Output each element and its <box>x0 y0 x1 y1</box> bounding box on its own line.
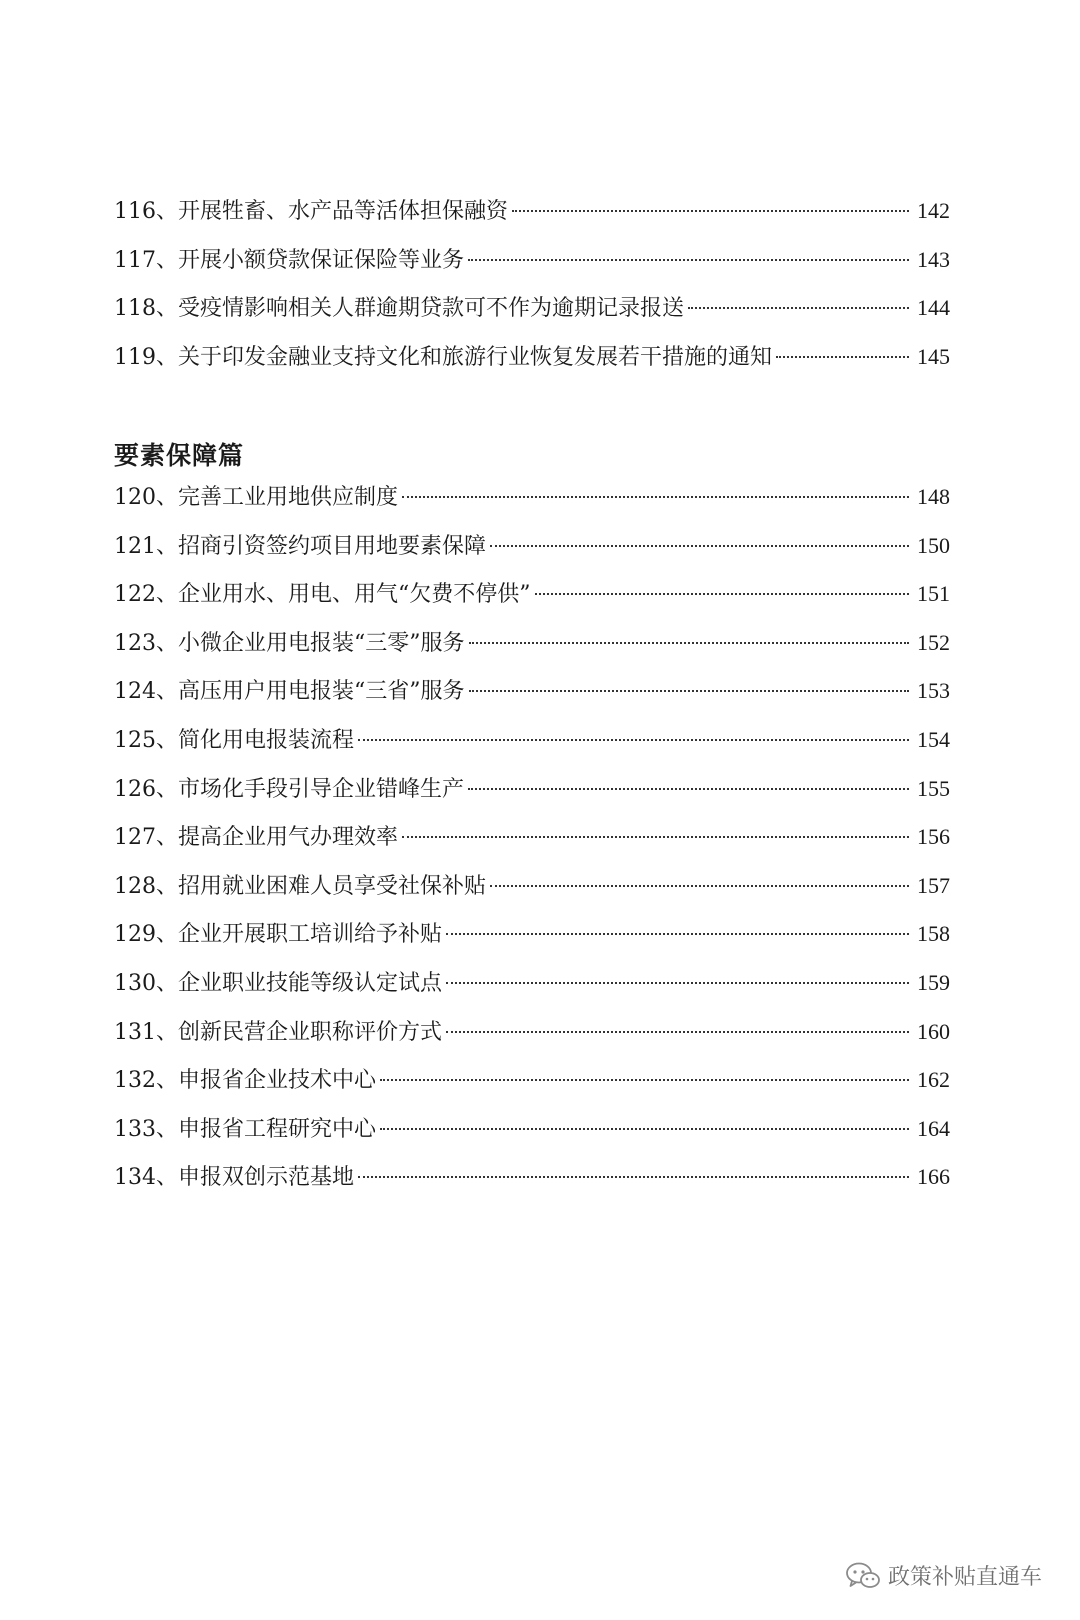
dot-leader <box>490 545 909 547</box>
toc-entry-title: 127、提高企业用气办理效率 <box>114 825 398 851</box>
toc-entry[interactable] <box>114 1065 950 1114</box>
toc-entry-title: 117、开展小额贷款保证保险等业务 <box>114 247 464 273</box>
dot-leader <box>776 356 909 358</box>
dot-leader <box>402 836 909 838</box>
toc-entry-title: 126、市场化手段引导企业错峰生产 <box>114 776 464 802</box>
toc-entry[interactable] <box>114 725 950 774</box>
toc-entry[interactable] <box>114 482 950 531</box>
toc-entry-page: 143 <box>917 246 950 272</box>
toc-entry-title: 132、申报省企业技术中心 <box>114 1068 376 1094</box>
toc-entry-title: 123、小微企业用电报装“三零”服务 <box>114 630 465 656</box>
toc-entry-page: 145 <box>917 343 950 369</box>
dot-leader <box>446 1031 909 1033</box>
toc-entry[interactable] <box>114 1017 950 1066</box>
toc-entry-title: 118、受疫情影响相关人群逾期贷款可不作为逾期记录报送 <box>114 296 684 322</box>
dot-leader <box>380 1079 909 1081</box>
toc-entry-page: 151 <box>917 581 950 607</box>
toc-entry[interactable] <box>114 293 950 342</box>
toc-entry[interactable] <box>114 245 950 294</box>
toc-entry-title: 120、完善工业用地供应制度 <box>114 485 398 510</box>
toc-entry-page: 144 <box>917 295 950 321</box>
toc-entry[interactable] <box>114 871 950 920</box>
toc-entry-page: 157 <box>917 872 950 898</box>
toc-entry-page: 166 <box>917 1164 950 1190</box>
toc-entry[interactable] <box>114 676 950 725</box>
toc-entry-page: 148 <box>917 484 950 509</box>
toc-entry[interactable] <box>114 1114 950 1163</box>
dot-leader <box>468 259 909 261</box>
toc-entry-title: 130、企业职业技能等级认定试点 <box>114 970 442 996</box>
toc-entry[interactable] <box>114 579 950 628</box>
wechat-watermark <box>846 1560 1042 1591</box>
dot-leader <box>468 788 909 790</box>
section-heading: 要素保障篇 <box>114 441 245 470</box>
dot-leader <box>512 210 909 212</box>
toc-entry-title: 119、关于印发金融业支持文化和旅游行业恢复发展若干措施的通知 <box>114 344 772 370</box>
dot-leader <box>446 933 909 935</box>
toc-entry-page: 164 <box>917 1115 950 1141</box>
toc-entry-page: 159 <box>917 969 950 995</box>
toc-entry[interactable] <box>114 196 950 245</box>
dot-leader <box>358 739 909 741</box>
toc-entry-title: 121、招商引资签约项目用地要素保障 <box>114 533 486 559</box>
dot-leader <box>469 642 910 644</box>
toc-list-factors <box>114 482 950 1211</box>
toc-entry[interactable] <box>114 968 950 1017</box>
toc-entry-title: 129、企业开展职工培训给予补贴 <box>114 922 442 948</box>
toc-list-finance <box>114 196 950 390</box>
toc-entry-title: 116、开展牲畜、水产品等活体担保融资 <box>114 199 508 224</box>
toc-entry-page: 150 <box>917 532 950 558</box>
toc-entry-title: 125、简化用电报装流程 <box>114 727 354 753</box>
toc-entry-page: 160 <box>917 1018 950 1044</box>
dot-leader <box>535 593 910 595</box>
dot-leader <box>380 1128 909 1130</box>
wechat-icon <box>846 1562 880 1590</box>
toc-entry-page: 153 <box>917 678 950 704</box>
toc-entry-page: 155 <box>917 775 950 801</box>
toc-entry-page: 156 <box>917 824 950 850</box>
toc-entry-title: 124、高压用户用电报装“三省”服务 <box>114 679 465 705</box>
toc-entry-title: 128、招用就业困难人员享受社保补贴 <box>114 873 486 899</box>
toc-entry-title: 134、申报双创示范基地 <box>114 1165 354 1191</box>
dot-leader <box>402 496 909 498</box>
dot-leader <box>469 690 910 692</box>
toc-entry-title: 133、申报省工程研究中心 <box>114 1116 376 1142</box>
watermark-text: 政策补贴直通车 <box>887 1565 1042 1590</box>
toc-entry-title: 122、企业用水、用电、用气“欠费不停供” <box>114 582 531 608</box>
toc-entry-page: 158 <box>917 921 950 947</box>
dot-leader <box>446 982 909 984</box>
toc-entry[interactable] <box>114 774 950 823</box>
toc-entry[interactable] <box>114 628 950 677</box>
toc-entry-page: 142 <box>917 198 950 223</box>
dot-leader <box>358 1176 909 1178</box>
dot-leader <box>490 885 909 887</box>
dot-leader <box>688 307 909 309</box>
toc-entry[interactable] <box>114 1162 950 1211</box>
toc-entry[interactable] <box>114 342 950 391</box>
toc-entry-title: 131、创新民营企业职称评价方式 <box>114 1019 442 1045</box>
toc-entry[interactable] <box>114 822 950 871</box>
toc-entry[interactable] <box>114 531 950 580</box>
toc-entry-page: 154 <box>917 726 950 752</box>
toc-entry[interactable] <box>114 919 950 968</box>
toc-entry-page: 152 <box>917 629 950 655</box>
toc-entry-page: 162 <box>917 1067 950 1093</box>
